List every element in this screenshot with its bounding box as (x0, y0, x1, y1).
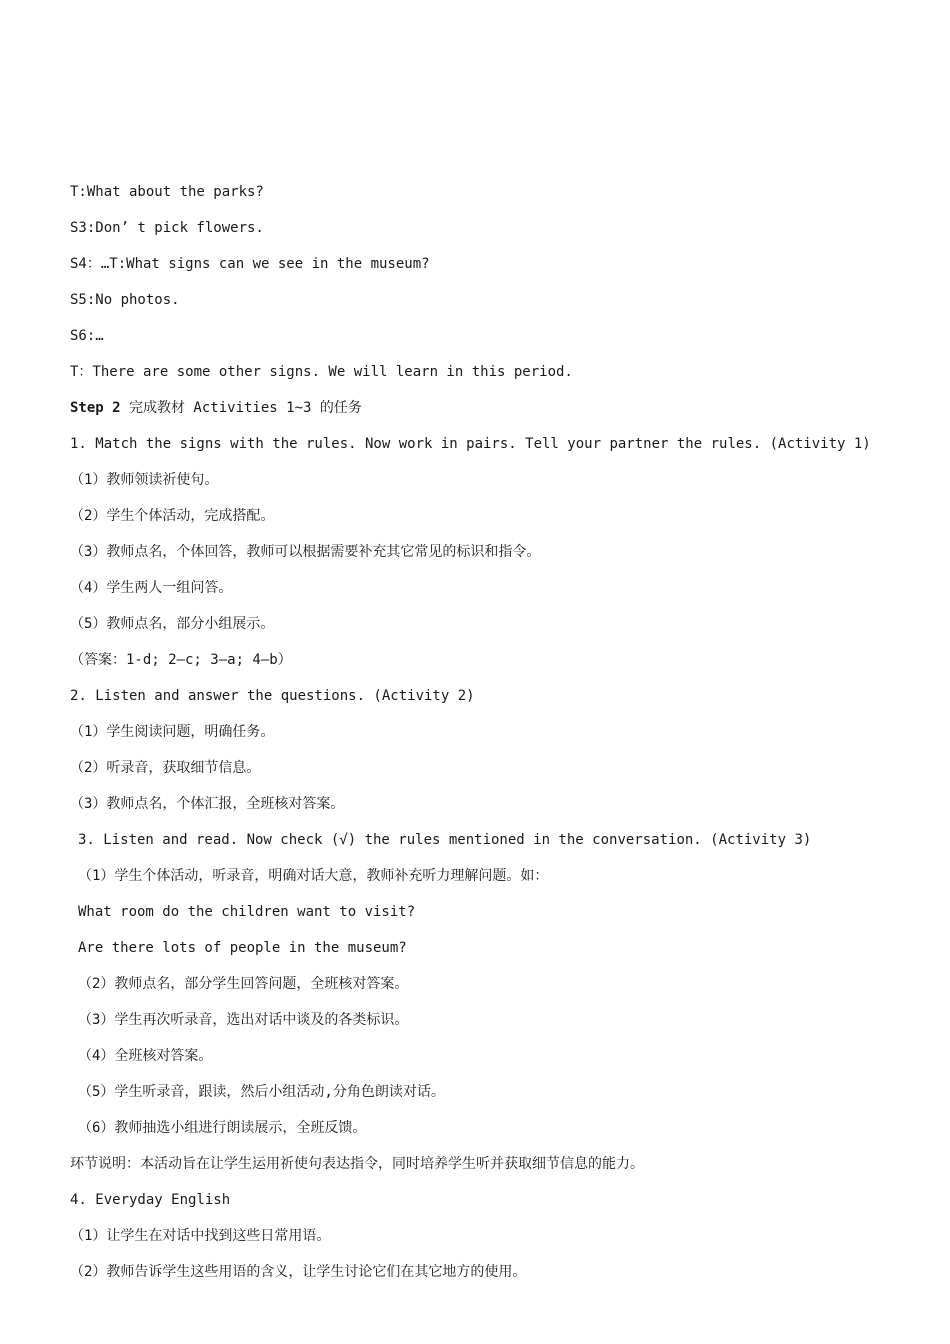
activity3-question-2: Are there lots of people in the museum? (78, 940, 407, 956)
step2-label: Step 2 (70, 400, 121, 416)
step2-heading (70, 399, 362, 417)
everyday-english-title: 4. Everyday English (70, 1192, 231, 1208)
activity3-step-4: （4）全班核对答案。 (78, 1048, 213, 1064)
dialogue-line-s4: S4：…T:What signs can we see in the museum? (70, 256, 430, 272)
activity1-step-5: （5）教师点名，部分小组展示。 (70, 616, 275, 632)
everyday-english-step-1: （1）让学生在对话中找到这些日常用语。 (70, 1228, 331, 1244)
activity3-step-3: （3）学生再次听录音，选出对话中谈及的各类标识。 (78, 1012, 409, 1028)
dialogue-line-s5: S5:No photos. (70, 292, 180, 308)
activity1-step-1: （1）教师领读祈使句。 (70, 472, 219, 488)
activity2-step-2: （2）听录音，获取细节信息。 (70, 760, 261, 776)
activity3-step-6: （6）教师抽选小组进行朗读展示，全班反馈。 (78, 1120, 367, 1136)
dialogue-line-teacher-signs: T：There are some other signs. We will learn in this period. (70, 364, 573, 380)
everyday-english-step-2: （2）教师告诉学生这些用语的含义，让学生讨论它们在其它地方的使用。 (70, 1264, 527, 1280)
activity3-question-1: What room do the children want to visit? (78, 904, 416, 920)
activity1-step-4: （4）学生两人一组问答。 (70, 580, 233, 596)
activity2-step-1: （1）学生阅读问题，明确任务。 (70, 724, 275, 740)
activity1-step-3: （3）教师点名，个体回答，教师可以根据需要补充其它常见的标识和指令。 (70, 544, 541, 560)
activity1-answers: （答案：1-d; 2—c; 3—a; 4—b） (70, 652, 292, 668)
step2-description: 完成教材 Activities 1~3 的任务 (120, 400, 362, 416)
activity1-title: 1. Match the signs with the rules. Now work in pairs. Tell your partner the rules. (Activity 1) (70, 436, 871, 452)
activity3-step-2: （2）教师点名，部分学生回答问题，全班核对答案。 (78, 976, 409, 992)
dialogue-line-teacher-parks: T:What about the parks? (70, 184, 264, 200)
activity1-step-2: （2）学生个体活动，完成搭配。 (70, 508, 275, 524)
activity3-step-1: （1）学生个体活动，听录音，明确对话大意，教师补充听力理解问题。如： (78, 868, 549, 884)
activity2-title: 2. Listen and answer the questions. (Activity 2) (70, 688, 475, 704)
activity2-step-3: （3）教师点名，个体汇报，全班核对答案。 (70, 796, 345, 812)
dialogue-line-s3: S3:Don’ t pick flowers. (70, 220, 264, 236)
dialogue-line-s6: S6:… (70, 328, 104, 344)
activity3-title: 3. Listen and read. Now check (√) the rules mentioned in the conversation. (Activity 3) (78, 832, 812, 848)
activity3-step-5: （5）学生听录音，跟读，然后小组活动,分角色朗读对话。 (78, 1084, 445, 1100)
section-explanation: 环节说明：本活动旨在让学生运用祈使句表达指令，同时培养学生听并获取细节信息的能力。 (70, 1156, 644, 1172)
